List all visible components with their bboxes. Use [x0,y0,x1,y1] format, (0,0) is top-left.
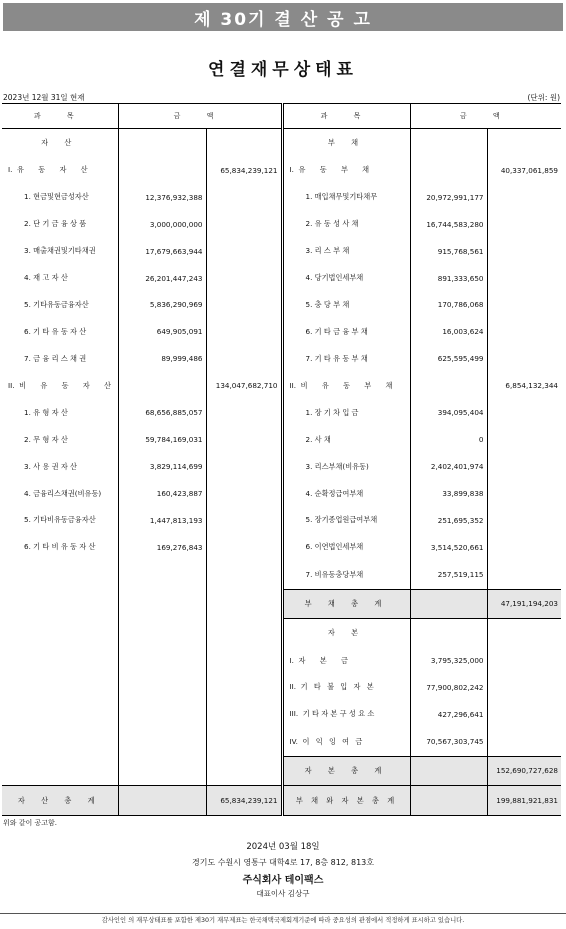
current-assets-label: 유 동 자 산 [16,165,94,175]
roman-numeral: II. [289,682,297,692]
line-item-label: 1. 유 형 자 산 [2,399,118,426]
line-item-label: 3. 리 스 부 채 [282,238,410,265]
table-row [2,619,561,647]
line-item-label: 5. 장기종업원급여부채 [282,507,410,534]
line-item-label: 6. 기 타 유 동 자 산 [2,318,118,345]
header-item: 과 목 [282,104,410,129]
line-item-value: 891,333,650 [410,265,487,292]
table-row [2,561,561,589]
line-item-label: 5. 기타유동금융자산 [2,291,118,318]
roman-numeral: I. [289,655,294,665]
line-item-value: 59,784,169,031 [118,426,206,453]
line-item-value: 160,423,887 [118,480,206,507]
equity-item-label: 기 타 자 본 구 성 요 소 [302,709,375,719]
notice-banner: 제 30기 결 산 공 고 [3,3,563,31]
line-item-value: 251,695,352 [410,507,487,534]
line-item-label: 1. 현금및현금성자산 [2,184,118,211]
table-row [2,399,561,426]
table-row [2,157,561,184]
equity-total-label: 자 본 총 계 [282,756,410,786]
line-item-label: 4. 금융리스채권(비유동) [2,480,118,507]
line-item-value: 649,905,091 [118,318,206,345]
table-row [2,453,561,480]
line-item-label: 4. 재 고 자 산 [2,265,118,292]
line-item-value: 169,276,843 [118,534,206,561]
audit-footnote: 감사인인 의 재무상태표를 포함한 제30기 재무제표는 한국채택국제회계기준에 따라 중요성의 관점에서 적정하게 표시하고 있습니다. [101,917,465,924]
table-row [2,589,561,619]
roman-numeral: II. [8,380,15,390]
table-row [2,184,561,211]
line-item-label: 5. 기타비유동금융자산 [2,507,118,534]
current-liabilities-total: 40,337,061,859 [500,165,558,175]
line-item-value: 3,000,000,000 [118,211,206,238]
line-item-value: 17,679,663,944 [118,238,206,265]
line-item-label: 6. 이연법인세부채 [282,534,410,561]
line-item-value: 3,829,114,699 [118,453,206,480]
line-item-value: 0 [410,426,487,453]
table-row [2,129,561,157]
equity-item-label: 기 타 불 입 자 본 [300,682,376,692]
assets-total: 65,834,239,121 [206,786,282,816]
line-item-label: 6. 기 타 비 유 동 자 산 [2,534,118,561]
table-row [2,507,561,534]
line-item-label: 1. 매입채무및기타채무 [282,184,410,211]
table-row [2,701,561,728]
line-item-label: 6. 기 타 금 융 부 채 [282,318,410,345]
line-item-value: 257,519,115 [410,561,487,589]
line-item-value: 5,836,290,969 [118,291,206,318]
roman-numeral: I. [289,165,294,175]
table-row [2,345,561,372]
line-item-label: 7. 기 타 유 동 부 채 [282,345,410,372]
roman-numeral: III. [289,709,299,719]
table-row [2,318,561,345]
table-row [2,786,561,816]
unit-label: (단위: 원) [527,93,560,102]
line-item-value: 16,003,624 [410,318,487,345]
table-row [2,372,561,399]
line-item-label: 3. 사 용 권 자 산 [2,453,118,480]
statement-title: 연결재무상태표 [208,60,358,80]
table-row [2,211,561,238]
divider [0,913,566,914]
line-item-label: 2. 사 채 [282,426,410,453]
noncurrent-liabilities-total: 6,854,132,344 [505,381,558,391]
table-row [2,480,561,507]
company-name: 주식회사 테이팩스 [242,875,324,886]
equity-total: 152,690,727,628 [487,756,561,786]
table-row [2,674,561,701]
equity-item-value: 427,296,641 [410,701,487,728]
noncurrent-liabilities-label: 비 유 동 부 채 [300,380,399,390]
equity-item-value: 77,900,802,242 [410,674,487,701]
table-row [2,426,561,453]
line-item-value: 394,095,404 [410,399,487,426]
line-item-value: 625,595,499 [410,345,487,372]
equity-item-value: 70,567,303,745 [410,728,487,756]
noncurrent-assets-total: 134,047,682,710 [215,381,278,391]
header-amount: 금 액 [410,104,561,129]
liabilities-total: 47,191,194,203 [487,589,561,619]
table-row [2,534,561,561]
table-row [2,291,561,318]
table-row [2,647,561,674]
line-item-label: 4. 당기법인세부채 [282,265,410,292]
line-item-label: 7. 비유동충당부채 [282,561,410,589]
ceo-name: 대표이사 김상구 [256,889,310,898]
line-item-label: 4. 순확정급여부채 [282,480,410,507]
roman-numeral: II. [289,380,297,390]
liabilities-section-label: 부 채 [282,129,410,157]
company-address: 경기도 수원시 영통구 대학4로 17, 8층 812, 813호 [192,858,374,867]
line-item-label: 1. 장 기 차 입 금 [282,399,410,426]
grand-total-label: 부 채 와 자 본 총 계 [282,786,410,816]
assets-section-label: 자 산 [2,129,118,157]
equity-section-label: 자 본 [282,619,410,647]
line-item-value: 2,402,401,974 [410,453,487,480]
current-assets-total: 65,834,239,121 [220,165,278,175]
equity-item-label: 이 익 잉 여 금 [302,736,365,746]
balance-sheet-table [2,103,561,816]
table-row [2,728,561,756]
line-item-label: 2. 무 형 자 산 [2,426,118,453]
notice-text: 위와 같이 공고함. [3,819,58,827]
grand-total: 199,881,921,831 [487,786,561,816]
roman-numeral: I. [8,165,13,175]
line-item-value: 915,768,561 [410,238,487,265]
equity-item-label: 자 본 금 [298,655,354,665]
line-item-value: 20,972,991,177 [410,184,487,211]
line-item-value: 33,899,838 [410,480,487,507]
line-item-value: 26,201,447,243 [118,265,206,292]
equity-item-value: 3,795,325,000 [410,647,487,674]
line-item-label: 2. 유 동 성 사 채 [282,211,410,238]
line-item-label: 7. 금 융 리 스 채 권 [2,345,118,372]
line-item-label: 2. 단 기 금 융 상 품 [2,211,118,238]
liabilities-total-label: 부 채 총 계 [282,589,410,619]
line-item-value: 1,447,813,193 [118,507,206,534]
assets-total-label: 자 산 총 계 [2,786,118,816]
line-item-value: 170,786,068 [410,291,487,318]
line-item-value: 16,744,583,280 [410,211,487,238]
table-row [2,265,561,292]
roman-numeral: IV. [289,736,298,746]
table-row [2,756,561,786]
table-header-row [2,104,561,129]
line-item-value: 3,514,520,661 [410,534,487,561]
notice-date: 2024년 03월 18일 [246,842,320,852]
as-of-date: 2023년 12월 31일 현재 [3,93,85,102]
line-item-label: 5. 충 당 부 채 [282,291,410,318]
line-item-value: 12,376,932,388 [118,184,206,211]
line-item-label: 3. 매출채권및기타채권 [2,238,118,265]
line-item-value: 89,999,486 [118,345,206,372]
header-item: 과 목 [2,104,118,129]
current-liabilities-label: 유 동 부 채 [298,165,376,175]
header-amount: 금 액 [118,104,282,129]
line-item-value: 68,656,885,057 [118,399,206,426]
table-row [2,238,561,265]
noncurrent-assets-label: 비 유 동 자 산 [19,380,117,390]
line-item-label: 3. 리스부채(비유동) [282,453,410,480]
